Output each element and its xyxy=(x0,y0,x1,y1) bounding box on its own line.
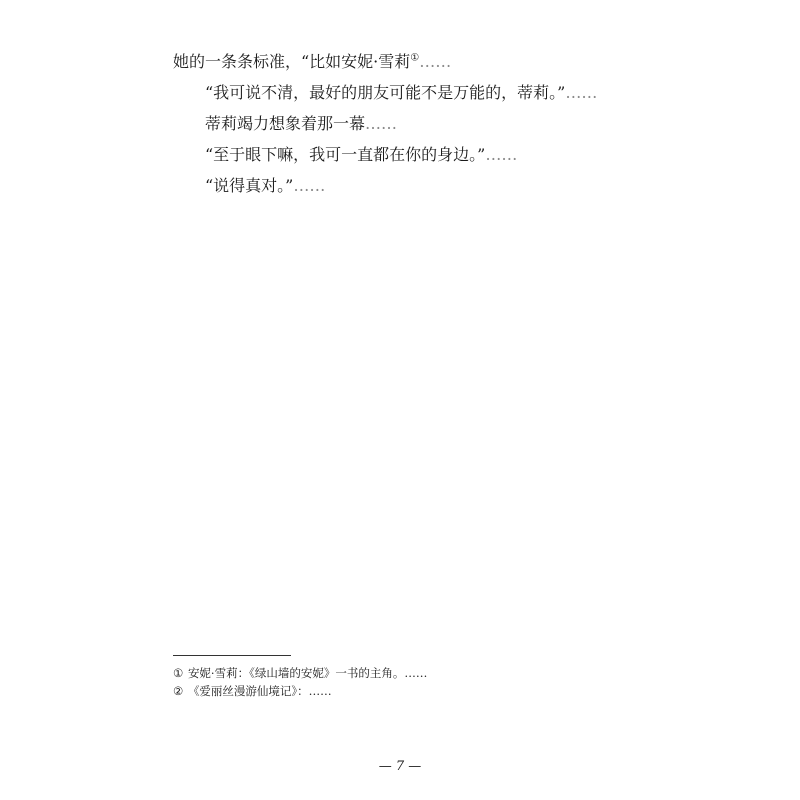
paragraph xyxy=(173,77,628,108)
footnotes xyxy=(173,664,628,700)
footnote xyxy=(173,664,628,682)
text-run: 她的一条条标准，“比如安妮·雪莉 xyxy=(173,52,411,71)
paragraph xyxy=(173,170,628,201)
footnote-mark: ② xyxy=(173,684,184,698)
body-text xyxy=(173,46,628,201)
footnote-ref: ① xyxy=(410,52,420,64)
text-run: “说得真对。” xyxy=(205,176,294,195)
footnote-separator xyxy=(173,655,291,656)
elided-text: …… xyxy=(419,52,452,71)
footnote-text: 《爱丽丝漫游仙境记》：…… xyxy=(187,684,332,698)
page-number: — 7 — xyxy=(378,759,422,774)
elided-text: …… xyxy=(485,145,518,164)
page-body xyxy=(173,46,628,201)
footnote-mark: ① xyxy=(173,666,184,680)
elided-text: …… xyxy=(365,114,398,133)
footnote xyxy=(173,682,628,700)
footnote-text: 安妮·雪莉：《绿山墙的安妮》一书的主角。…… xyxy=(187,666,428,680)
text-run: “至于眼下嘛，我可一直都在你的身边。” xyxy=(205,145,486,164)
text-run: “我可说不清，最好的朋友可能不是万能的，蒂莉。” xyxy=(205,83,566,102)
paragraph xyxy=(173,108,628,139)
text-run: 蒂莉竭力想象着那一幕 xyxy=(205,114,366,133)
paragraph xyxy=(173,46,628,77)
elided-text: …… xyxy=(565,83,598,102)
elided-text: …… xyxy=(293,176,326,195)
paragraph xyxy=(173,139,628,170)
